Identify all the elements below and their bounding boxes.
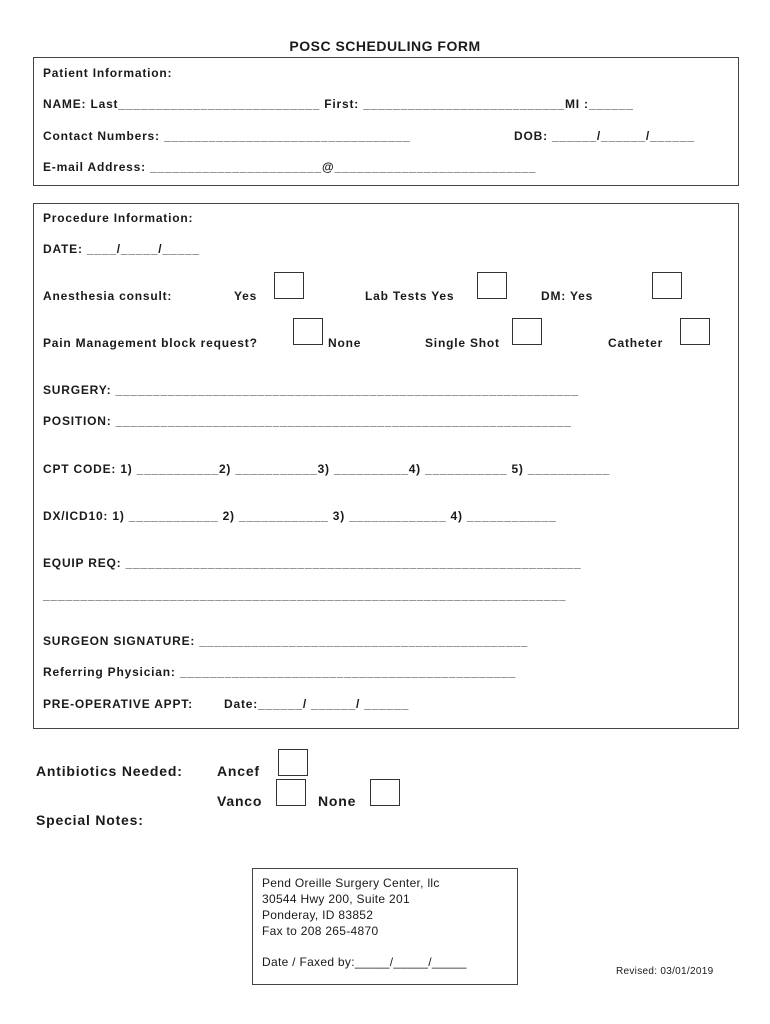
- fax-box-date-field[interactable]: Date / Faxed by:_____/_____/_____: [262, 955, 467, 969]
- pain-catheter-checkbox[interactable]: [680, 318, 710, 345]
- procedure-date-field[interactable]: DATE: ____/_____/_____: [43, 242, 200, 256]
- form-title: POSC SCHEDULING FORM: [289, 38, 481, 54]
- pain-catheter-label: Catheter: [608, 336, 664, 350]
- vanco-checkbox[interactable]: [276, 779, 306, 806]
- pain-single-shot-checkbox[interactable]: [512, 318, 542, 345]
- position-field[interactable]: POSITION: _____________________________________________________________: [43, 414, 572, 428]
- antibiotics-needed-label: Antibiotics Needed:: [36, 763, 183, 779]
- pain-none-checkbox[interactable]: [293, 318, 323, 345]
- pain-none-label: None: [328, 336, 362, 350]
- email-field[interactable]: E-mail Address: _______________________@___________________________: [43, 160, 537, 174]
- pain-management-label: Pain Management block request?: [43, 336, 258, 350]
- anesthesia-yes-label: Yes: [234, 289, 258, 303]
- patient-info-header: Patient Information:: [43, 66, 173, 80]
- pain-single-shot-label: Single Shot: [425, 336, 500, 350]
- equip-req-field[interactable]: EQUIP REQ: _____________________________________________________________: [43, 556, 582, 570]
- none-label: None: [318, 793, 357, 809]
- dm-yes-checkbox[interactable]: [652, 272, 682, 299]
- fax-box-fax: Fax to 208 265-4870: [262, 924, 379, 938]
- referring-physician-field[interactable]: Referring Physician: _____________________________________________: [43, 665, 517, 679]
- surgery-field[interactable]: SURGERY: ______________________________________________________________: [43, 383, 579, 397]
- revised-date: Revised: 03/01/2019: [616, 966, 714, 977]
- name-field[interactable]: NAME: Last___________________________ First: ___________________________MI :______: [43, 97, 634, 111]
- dob-field[interactable]: DOB: ______/______/______: [514, 129, 695, 143]
- lab-tests-yes-checkbox[interactable]: [477, 272, 507, 299]
- ancef-checkbox[interactable]: [278, 749, 308, 776]
- fax-box-street: 30544 Hwy 200, Suite 201: [262, 892, 410, 906]
- dm-label: DM: Yes: [541, 289, 594, 303]
- contact-numbers-field[interactable]: Contact Numbers: _________________________________: [43, 129, 411, 143]
- equip-req-field-continued[interactable]: ______________________________________________________________________: [43, 588, 567, 602]
- preop-date-field[interactable]: Date:______/ ______/ ______: [224, 697, 410, 711]
- special-notes-label: Special Notes:: [36, 812, 144, 828]
- cpt-code-field[interactable]: CPT CODE: 1) ___________2) ___________3) __________4) ___________ 5) ___________: [43, 462, 611, 476]
- anesthesia-yes-checkbox[interactable]: [274, 272, 304, 299]
- ancef-label: Ancef: [217, 763, 260, 779]
- fax-box-city: Ponderay, ID 83852: [262, 908, 374, 922]
- anesthesia-consult-label: Anesthesia consult:: [43, 289, 173, 303]
- preop-appt-label: PRE-OPERATIVE APPT:: [43, 697, 193, 711]
- procedure-info-header: Procedure Information:: [43, 211, 194, 225]
- surgeon-signature-field[interactable]: SURGEON SIGNATURE: ____________________________________________: [43, 634, 529, 648]
- lab-tests-label: Lab Tests Yes: [365, 289, 455, 303]
- fax-box-company: Pend Oreille Surgery Center, llc: [262, 876, 440, 890]
- antibiotics-none-checkbox[interactable]: [370, 779, 400, 806]
- vanco-label: Vanco: [217, 793, 263, 809]
- dx-icd10-field[interactable]: DX/ICD10: 1) ____________ 2) ____________ 3) _____________ 4) ____________: [43, 509, 557, 523]
